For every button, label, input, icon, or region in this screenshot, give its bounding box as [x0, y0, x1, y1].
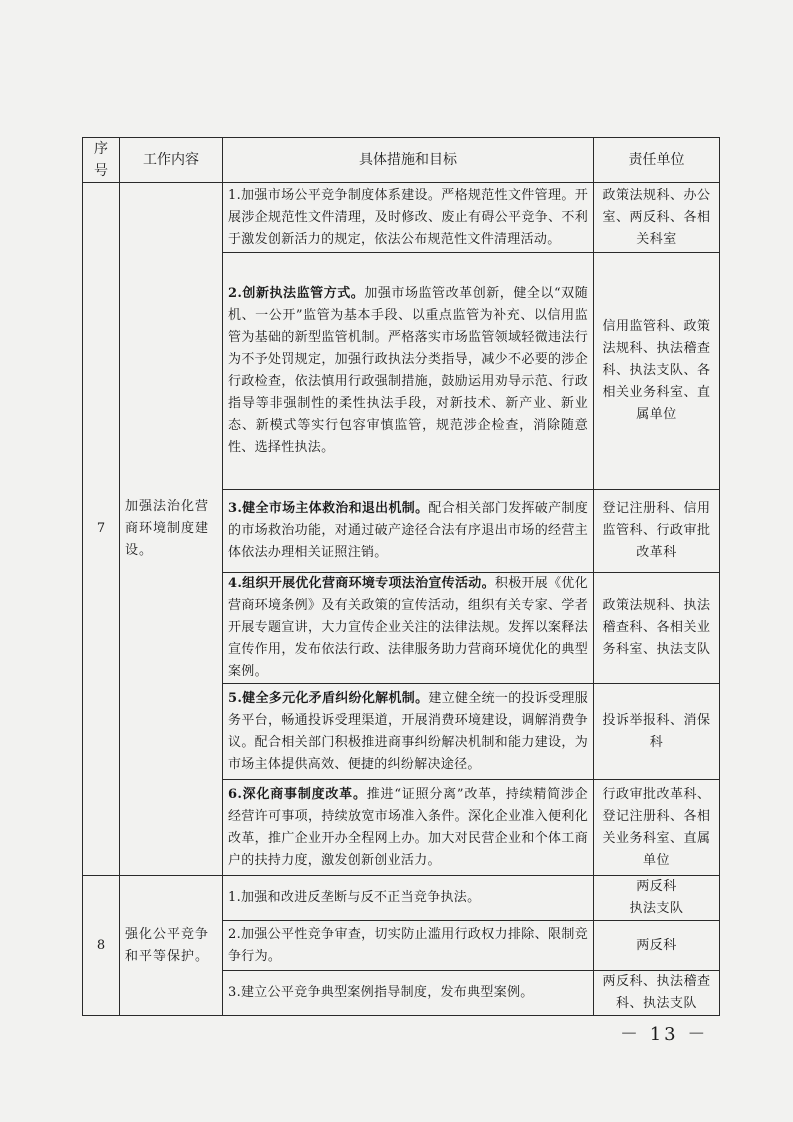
unit-cell: 政策法规科、执法稽查科、各相关业务科室、执法支队 [594, 573, 720, 684]
measure-lead: 6.深化商事制度改革。 [228, 786, 367, 802]
header-measures: 具体措施和目标 [223, 138, 594, 183]
measure-text: 2.加强公平性竞争审查，切实防止滥用行政权力排除、限制竞争行为。 [228, 926, 588, 964]
table-header-row [83, 138, 720, 183]
unit-cell: 两反科 [594, 921, 720, 971]
measure-lead: 5.健全多元化矛盾纠纷化解机制。 [228, 690, 429, 706]
seq-cell: 8 [83, 876, 120, 1016]
measure-cell [223, 253, 594, 490]
measure-cell [223, 490, 594, 573]
measure-text: 建立健全统一的投诉受理服务平台，畅通投诉受理渠道，开展消费环境建设，调解消费争议。配合相关部门积极推进商事纠纷解决机制和能力建设，为市场主体提供高效、便捷的纠纷解决途径。 [228, 690, 588, 772]
measure-text: 加强市场监管改革创新，健全以“双随机、一公开”监管为基本手段、以重点监管为补充、以信用监管为基础的新型监管机制。严格落实市场监管领域轻微违法行为不予处罚规定，加强行政执法分类指导，减少不必要的涉企行政检查，依法慎用行政强制措施，鼓励运用劝导示范、行政指导等非强制性的柔性执法手段，对新技术、新产业、新业态、新模式等实行包容审慎监管，规范涉企检查，消除随意性、选择性执法。 [228, 286, 588, 455]
header-seq: 序号 [83, 138, 120, 183]
measure-lead: 3.健全市场主体救治和退出机制。 [228, 501, 429, 516]
seq-cell: 7 [83, 183, 120, 876]
unit-cell: 政策法规科、办公室、两反科、各相关科室 [594, 183, 720, 253]
measure-lead: 4.组织开展优化营商环境专项法治宣传活动。 [228, 576, 495, 591]
unit-cell: 投诉举报科、消保科 [594, 684, 720, 780]
measure-text: 积极开展《优化营商环境条例》及有关政策的宣传活动，组织有关专家、学者开展专题宣讲，大力宣传企业关注的法律法规。发挥以案释法宣传作用，发布依法行政、法律服务助力营商环境优化的典型案例。 [228, 576, 588, 679]
table-row [83, 183, 720, 253]
work-content-cell: 加强法治化营商环境制度建设。 [120, 183, 223, 876]
unit-cell: 行政审批改革科、登记注册科、各相关业务科室、直属单位 [594, 780, 720, 876]
unit-cell: 两反科、执法稽查科、执法支队 [594, 971, 720, 1016]
unit-cell: 信用监管科、政策法规科、执法稽查科、执法支队、各相关业务科室、直属单位 [594, 253, 720, 490]
measure-cell [223, 780, 594, 876]
measure-text: 推进“证照分离”改革，持续精简涉企经营许可事项，持续放宽市场准入条件。深化企业准入便利化改革，推广企业开办全程网上办。加大对民营企业和个体工商户的扶持力度，激发创新创业活力。 [228, 786, 588, 868]
unit-cell: 登记注册科、信用监管科、行政审批改革科 [594, 490, 720, 573]
header-work-content: 工作内容 [120, 138, 223, 183]
measure-cell [223, 684, 594, 780]
measure-text: 1.加强市场公平竞争制度体系建设。严格规范性文件管理。开展涉企规范性文件清理，及时修改、废止有碍公平竞争、不利于激发创新活力的规定，依法公布规范性文件清理活动。 [228, 187, 588, 247]
measure-text: 1.加强和改进反垄断与反不正当竞争执法。 [228, 890, 481, 905]
measure-cell [223, 921, 594, 971]
measure-cell [223, 183, 594, 253]
measure-cell [223, 971, 594, 1016]
measure-text: 配合相关部门发挥破产制度的市场救治功能，对通过破产途径合法有序退出市场的经营主体依法办理相关证照注销。 [228, 501, 588, 560]
page-number: － 13 － [620, 1024, 709, 1045]
measure-lead: 2.创新执法监管方式。 [228, 286, 365, 301]
measure-text: 3.建立公平竞争典型案例指导制度，发布典型案例。 [228, 985, 534, 1000]
table-row [83, 876, 720, 921]
unit-cell: 两反科 执法支队 [594, 876, 720, 921]
measure-cell [223, 573, 594, 684]
work-plan-table [82, 137, 720, 1016]
measure-cell [223, 876, 594, 921]
work-content-cell: 强化公平竞争和平等保护。 [120, 876, 223, 1016]
header-responsible-unit: 责任单位 [594, 138, 720, 183]
